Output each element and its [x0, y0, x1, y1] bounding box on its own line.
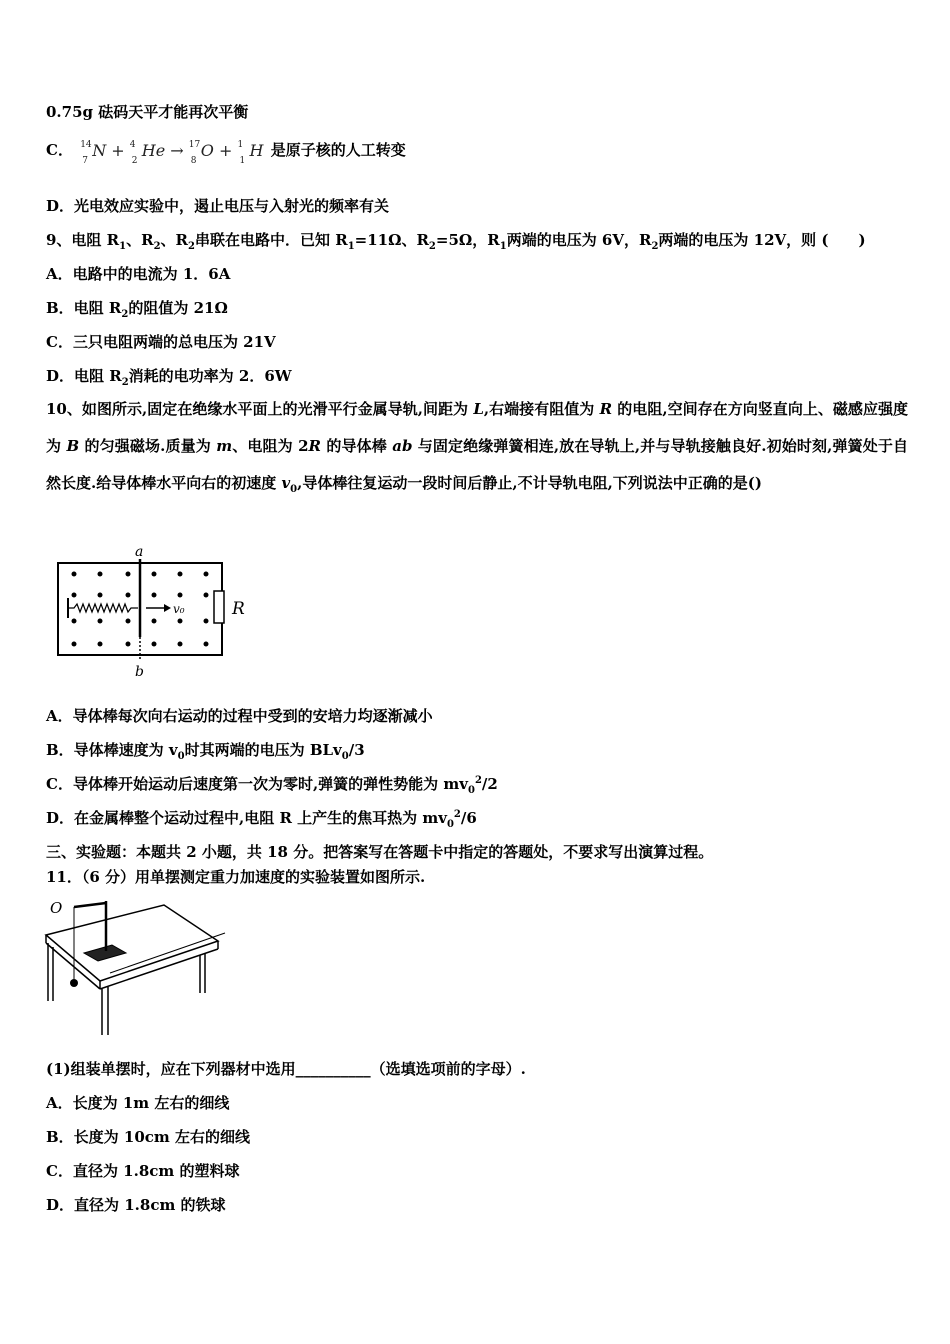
- svg-text:b: b: [135, 664, 144, 680]
- nuclear-equation: 14 7 N + 4 2 He → 17 8 O + 1 1 H: [80, 140, 264, 166]
- q11-option-c: C．直径为 1.8cm 的塑料球: [46, 1162, 240, 1180]
- q9-option-b: B．电阻 $R_2$的阻值为 21Ω: [46, 299, 228, 320]
- q11-sub1: (1)组装单摆时，应在下列器材中选用__________（选填选项前的字母）.: [46, 1060, 526, 1078]
- pendulum-apparatus-figure: [40, 893, 230, 1038]
- q9-option-a: A．电路中的电流为 1．6A: [46, 265, 231, 283]
- q10-option-b: B．导体棒速度为 $v_0$时其两端的电压为 BLv$_0$/3: [46, 741, 365, 762]
- q10-option-d: D．在金属棒整个运动过程中,电阻 R 上产生的焦耳热为 $mv_0^2/6$: [46, 809, 477, 830]
- q9-option-d: D．电阻 $R_2$消耗的电功率为 2．6W: [46, 367, 292, 388]
- svg-text:a: a: [135, 544, 144, 560]
- section-3-heading: 三、实验题：本题共 2 小题，共 18 分。把答案写在答题卡中指定的答题处，不要求写出演算过程。: [46, 843, 714, 861]
- q8-option-c: [46, 140, 406, 166]
- q8-option-c-label: C．: [46, 141, 73, 159]
- q10-stem: 10、如图所示,固定在绝缘水平面上的光滑平行金属导轨,间距为 L,右端接有阻值为 R 的电阻,空间存在方向竖直向上、磁感应强度为 B 的匀强磁场.质量为 m、电阻为 2R 的导体棒 ab 与固定绝缘弹簧相连,放在导轨上,并与导轨接触良好.初始时刻,弹簧处于自然长度.给导体棒水平向右的初速度 $v_0$,导体棒往复运动一段时间后静止,不计导轨电阻,下列说法中正确的是(): [46, 400, 908, 495]
- q10-option-c: C．导体棒开始运动后速度第一次为零时,弹簧的弹性势能为 $mv_0^2/2$: [46, 775, 498, 796]
- q11-stem: 11．（6 分）用单摆测定重力加速度的实验装置如图所示.: [46, 868, 426, 886]
- rail-circuit-figure: [54, 543, 254, 683]
- q11-option-a: A．长度为 1m 左右的细线: [46, 1094, 230, 1112]
- q9-stem: 9、电阻 $R_1$、$R_2$、$R_2$串联在电路中．已知 $R_1=11\Omega$、$R_2=5\Omega$，$R_1$两端的电压为 6V，$R_2$两端的电压为 12V，则 ( ): [46, 231, 866, 252]
- svg-text:R: R: [232, 599, 245, 619]
- q9-option-c: C．三只电阻两端的总电压为 21V: [46, 333, 276, 351]
- q8-option-c-text: 是原子核的人工转变: [270, 141, 406, 159]
- q11-option-d: D．直径为 1.8cm 的铁球: [46, 1196, 226, 1214]
- q8-option-d: D．光电效应实验中，遏止电压与入射光的频率有关: [46, 197, 390, 215]
- svg-text:v₀: v₀: [173, 602, 185, 616]
- q8-continuation: 0.75g 砝码天平才能再次平衡: [46, 103, 249, 121]
- q10-option-a: A．导体棒每次向右运动的过程中受到的安培力均逐渐减小: [46, 707, 433, 725]
- q11-option-b: B．长度为 10cm 左右的细线: [46, 1128, 251, 1146]
- svg-text:O: O: [50, 899, 63, 917]
